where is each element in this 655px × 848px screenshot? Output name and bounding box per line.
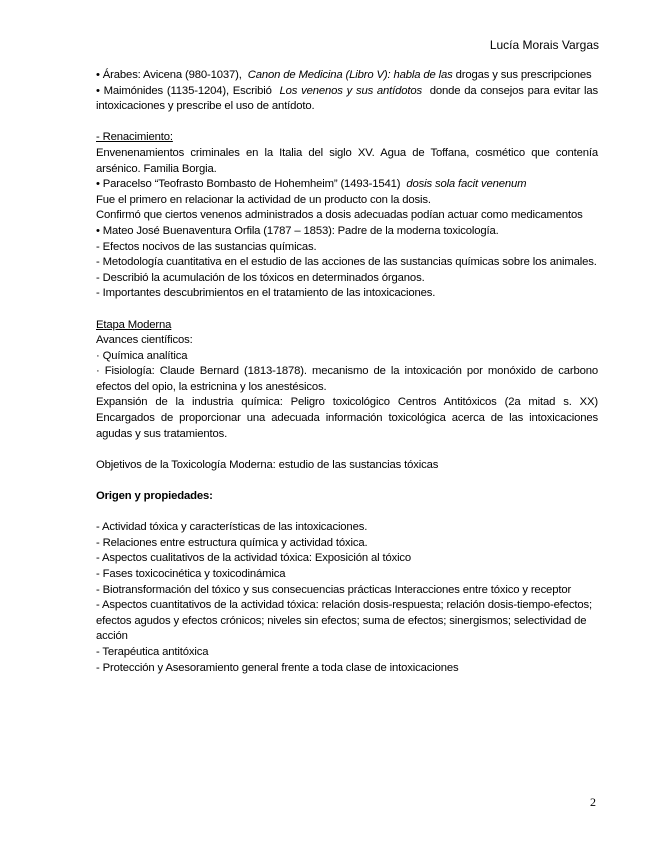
moderna-heading: Etapa Moderna	[96, 318, 172, 331]
avicena-text: • Árabes: Avicena (980-1037),	[96, 69, 242, 81]
maimonides-italic: Los venenos y sus antídotos	[279, 84, 423, 97]
paracelso-line	[96, 177, 598, 193]
origen-item: - Actividad tóxica y características de las intoxicaciones.	[96, 521, 368, 534]
objetivos-line: Objetivos de la Toxicología Moderna: estudio de las sustancias tóxicas	[96, 458, 439, 471]
moderna-line-1: Avances científicos:	[96, 334, 193, 347]
paragraph-avicena	[96, 68, 598, 84]
origen-item: - Aspectos cualitativos de la actividad tóxica: Exposición al tóxico	[96, 552, 412, 565]
avicena-italic: Canon de Medicina (Libro V): habla de las	[247, 69, 453, 81]
moderna-line-4: Expansión de la industria química: Peligro toxicológico Centros Antitóxicos (2a mitad s. XX) Encargados de proporcionar una adecuada información toxicológica acerca de las intoxicaciones agudas y sus tratamientos.	[96, 396, 598, 440]
renacimiento-line-9: - Importantes descubrimientos en el tratamiento de las intoxicaciones.	[96, 287, 436, 300]
renacimiento-line-3: Fue el primero en relacionar la actividad de un producto con la dosis.	[96, 193, 431, 206]
maimonides-text: • Maimónides (1135-1204), Escribió	[96, 84, 272, 97]
paragraph-maimonides	[96, 84, 598, 115]
origen-item: - Fases toxicocinética y toxicodinámica	[96, 568, 286, 580]
origen-item: - Terapéutica antitóxica	[96, 645, 209, 658]
maimonides-tail: donde da consejos para evitar las intoxicaciones y prescribe el uso de antídoto.	[96, 84, 599, 113]
moderna-line-2: · Química analítica	[96, 349, 188, 362]
paracelso-text: • Paracelso “Teofrasto Bombasto de Hohemheim” (1493-1541)	[96, 178, 401, 191]
renacimiento-line-1: Envenenamientos criminales en la Italia del siglo XV. Agua de Toffana, cosmético que contenía arsénico. Familia Borgia.	[96, 146, 598, 175]
moderna-line-3: · Fisiología: Claude Bernard (1813-1878). mecanismo de la intoxicación por monóxido de carbono efectos del opio, la estricnina y los anestésicos.	[96, 365, 598, 393]
origen-item: - Biotransformación del tóxico y sus consecuencias prácticas Interacciones entre tóxico y receptor	[96, 583, 572, 596]
renacimiento-line-4: Confirmó que ciertos venenos administrados a dosis adecuadas podían actuar como medicamentos	[96, 209, 583, 222]
origen-item: - Relaciones entre estructura química y actividad tóxica.	[96, 536, 368, 549]
avicena-tail: drogas y sus prescripciones	[455, 69, 592, 81]
page-number: 2	[590, 795, 596, 809]
author-header: Lucía Morais Vargas	[489, 38, 599, 52]
origen-item: - Protección y Asesoramiento general frente a toda clase de intoxicaciones	[96, 661, 459, 674]
origen-item: - Aspectos cuantitativos de la actividad tóxica: relación dosis-respuesta; relación dosis-tiempo-efectos; efectos agudos y efectos crónicos; niveles sin efectos; suma de efectos; sinergismos; selectividad de acción	[96, 599, 593, 643]
renacimiento-line-5: • Mateo José Buenaventura Orfila (1787 – 1853): Padre de la moderna toxicología.	[96, 224, 499, 237]
renacimiento-line-7: - Metodología cuantitativa en el estudio de las acciones de las sustancias químicas sobre los animales.	[96, 256, 597, 269]
origen-heading: Origen y propiedades:	[96, 490, 213, 503]
document-body	[96, 68, 598, 676]
renacimiento-heading: - Renacimiento:	[96, 131, 173, 144]
renacimiento-line-8: - Describió la acumulación de los tóxicos en determinados órganos.	[96, 271, 425, 284]
renacimiento-line-6: - Efectos nocivos de las sustancias químicas.	[96, 240, 317, 253]
paracelso-italic: dosis sola facit venenum	[406, 178, 527, 191]
